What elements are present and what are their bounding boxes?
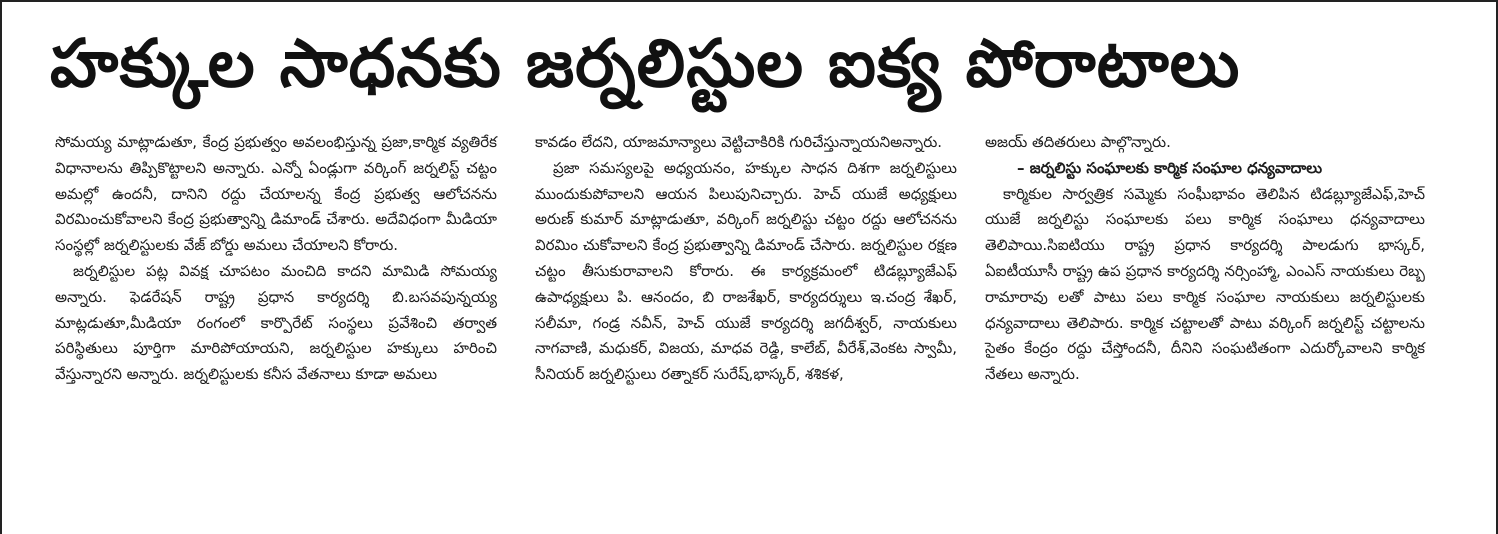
headline: హక్కుల సాధనకు జర్నలిస్టుల ఐక్య పోరాటాలు	[50, 25, 1241, 102]
paragraph: సోమయ్య మాట్లాడుతూ, కేంద్ర ప్రభుత్వం అవలంభిస్తున్న ప్రజా,కార్మిక వ్యతిరేక విధానాలను తిప్పికొట్టాలని అన్నారు. ఎన్నో ఏండ్లుగా వర్కింగ్ జర్నలిస్ట్ చట్టం అమల్లో ఉందనీ, దానిని రద్దు చేయాలన్న కేంద్ర ప్రభుత్వ ఆలోచనను విరమించుకోవాలని కేంద్ర ప్రభుత్వాన్ని డిమాండ్ చేశారు. అదేవిధంగా మీడియా సంస్థల్లో జర్నలిస్టులకు వేజ్ బోర్డు అమలు చేయాలని కోరారు.	[55, 133, 497, 255]
paragraph: జర్నలిస్టుల పట్ల వివక్ష చూపటం మంచిది కాదని మామిడి సోమయ్య అన్నారు. ఫెడరేషన్ రాష్ట్ర ప్రధాన కార్యదర్శి బి.బసవపున్నయ్య మాట్లడుతూ,మీడియా రంగంలో కార్పొరేట్ సంస్థలు ప్రవేశించి తర్వాత పరిస్థితులు పూర్తిగా మారిపోయాయని, జర్నలిస్టుల హక్కులు హరించి వేస్తున్నారని అన్నారు. జర్నలిస్టులకు కనీస వేతనాలు కూడా అమలు	[55, 261, 497, 384]
paragraph: కావడం లేదని, యాజమాన్యాలు వెట్టిచాకిరికి గురిచేస్తున్నాయనిఅన్నారు.	[535, 133, 943, 151]
article-column-1	[55, 130, 497, 388]
subheading: – జర్నలిస్టు సంఘాలకు కార్మిక సంఘాల ధన్యవాదాలు	[1017, 158, 1323, 177]
paragraph: కార్మికుల సార్వత్రిక సమ్మెకు సంఘీభావం తెలిపిన టిడబ్ల్యూజేఎఫ్,హెచ్ యుజే జర్నలిస్టు సంఘాలకు పలు కార్మిక సంఘాలు ధన్యవాదాలు తెలిపాయి.సిఐటియు రాష్ట్ర ప్రధాన కార్యదర్శి పాలడుగు భాస్కర్, ఏఐటీయూసీ రాష్ట్ర ఉప ప్రధాన కార్యదర్శి నర్సింహ్మా, ఎంఎస్ నాయకులు రెబ్బ రామారావు లతో పాటు పలు కార్మిక సంఘాల నాయకులు జర్నలిస్టులకు ధన్యవాదాలు తెలిపారు. కార్మిక చట్టాలతో పాటు వర్కింగ్ జర్నలిస్ట్ చట్టాలను సైతం కేంద్రం రద్దు చేస్తోందనీ, దీనిని సంఘటితంగా ఎదుర్కోవాలని కార్మిక నేతలు అన్నారు.	[985, 184, 1425, 384]
paragraph: ప్రజా సమస్యలపై అధ్యయనం, హక్కుల సాధన దిశగా జర్నలిస్టులు ముందుకుపోవాలని ఆయన పిలుపునిచ్చారు. హెచ్ యుజే అధ్యక్షులు అరుణ్ కుమార్ మాట్లాడుతూ, వర్కింగ్ జర్నలిస్టు చట్టం రద్దు ఆలోచనను విరమిం చుకోవాలని కేంద్ర ప్రభుత్వాన్ని డిమాండ్ చేసారు. జర్నలిస్టుల రక్షణ చట్టం తీసుకురావాలని కోరారు. ఈ కార్యక్రమంలో టిడబ్ల్యూజేఎఫ్ ఉపాధ్యక్షులు పి. ఆనందం, బి రాజశేఖర్, కార్యదర్శులు ఇ.చంద్ర శేఖర్, సలీమా, గండ్ర నవీన్, హెచ్ యుజే కార్యదర్శి జగదీశ్వర్, నాయకులు నాగవాణి, మధుకర్, విజయ, మాధవ రెడ్డి, కాలేబ్, వీరేశ్,వెంకట స్వామీ, సీనియర్ జర్నలిస్టులు రత్నాకర్ సురేష్,భాస్కర్, శశికళ,	[535, 158, 957, 384]
paragraph: అజయ్ తదితరులు పాల్గొన్నారు.	[985, 133, 1171, 151]
article-column-3	[985, 130, 1425, 388]
article-column-2	[535, 130, 957, 388]
